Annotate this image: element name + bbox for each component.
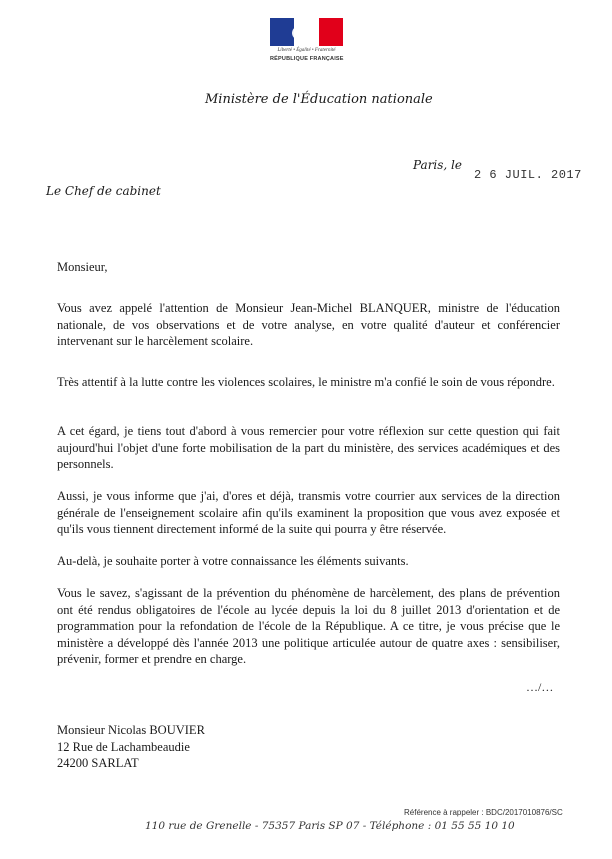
- paragraph-2: Très attentif à la lutte contre les violences scolaires, le ministre m'a confié le soin de vous répondre.: [57, 375, 555, 389]
- continuation-mark: …/…: [526, 680, 554, 694]
- logo-name: RÉPUBLIQUE FRANÇAISE: [270, 56, 344, 62]
- recipient-city: 24200 SARLAT: [57, 756, 139, 770]
- paragraph-6: Vous le savez, s'agissant de la prévention du phénomène de harcèlement, des plans de prévention ont été rendus obligatoires de l'école au lycée depuis la loi du 8 juillet 2013 d'orientation et de programmation pour la refondation de l'école de la République. A ce titre, je vous précise que le ministère a développé dès l'année 2013 une politique articulée autour de quatre axes : sensibiliser, prévenir, former et prendre en charge.: [57, 586, 560, 666]
- ministry-title: Ministère de l'Éducation nationale: [205, 92, 433, 107]
- recipient-street: 12 Rue de Lachambeaudie: [57, 739, 190, 754]
- marianne-profile-icon: [292, 24, 318, 42]
- paragraph-3: A cet égard, je tiens tout d'abord à vous remercier pour votre réflexion sur cette question qui fait aujourd'hui l'objet d'une forte mobilisation de la part du ministère, des services académiques et des personnels.: [57, 424, 560, 471]
- reference-number: Référence à rappeler : BDC/2017010876/SC: [404, 808, 563, 817]
- footer-address: 110 rue de Grenelle - 75357 Paris SP 07 - Téléphone : 01 55 55 10 10: [145, 820, 515, 832]
- salutation: Monsieur,: [57, 260, 108, 274]
- letter-date-stamp: 2 6 JUIL. 2017: [474, 168, 582, 182]
- recipient-address: [57, 722, 205, 772]
- logo-motto: Liberté • Égalité • Fraternité: [277, 48, 336, 53]
- paragraph-1: Vous avez appelé l'attention de Monsieur Jean-Michel BLANQUER, ministre de l'éducation nationale, de vos observations et de votre analyse, en votre qualité d'auteur et conférencier intervenant sur le harcèlement scolaire.: [57, 301, 560, 348]
- republique-francaise-logo: [270, 18, 343, 68]
- paragraph-4: Aussi, je vous informe que j'ai, d'ores et déjà, transmis votre courrier aux services de la direction générale de l'enseignement scolaire afin qu'ils examinent la proposition que vous avez exposée et qu'ils vous tiennent directement informé de la suite qui pourra y être réservée.: [57, 489, 560, 536]
- paragraph-5: Au-delà, je souhaite porter à votre connaissance les éléments suivants.: [57, 554, 409, 568]
- letter-city: Paris, le: [413, 158, 462, 172]
- sender-title: Le Chef de cabinet: [46, 184, 161, 198]
- recipient-name: Monsieur Nicolas BOUVIER: [57, 723, 205, 737]
